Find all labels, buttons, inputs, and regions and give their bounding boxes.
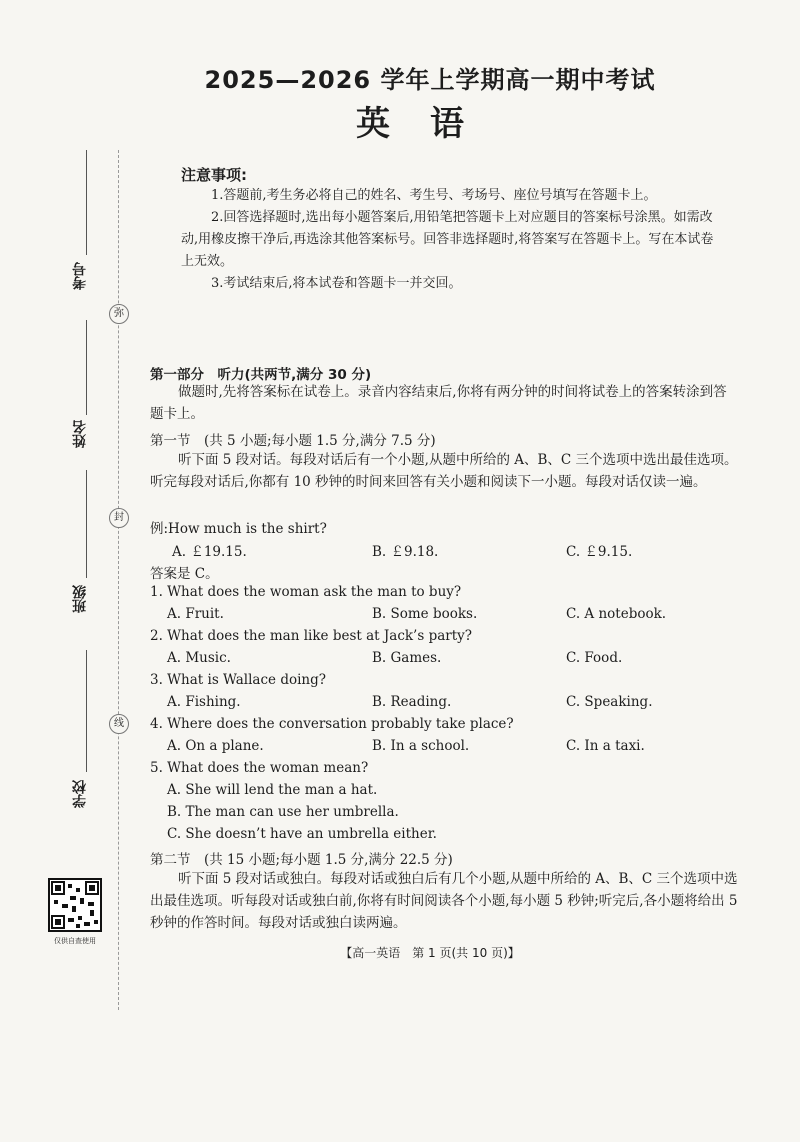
q2-option-a: A. Music. (167, 650, 231, 666)
q1-option-b: B. Some books. (372, 606, 478, 622)
q2-option-b: B. Games. (372, 650, 442, 666)
part1-intro: 做题时,先将答案标在试卷上。录音内容结束后,你将有两分钟的时间将试卷上的答案转涂到答题卡上。 (150, 384, 727, 422)
notice-item-2: 2.回答选择题时,选出每小题答案后,用铅笔把答题卡上对应题目的答案标号涂黑。如需改动,用橡皮擦干净后,再选涂其他答案标号。回答非选择题时,将答案写在答题卡上。写在本试卷上无效。 (181, 210, 714, 269)
section1-instructions: 听下面 5 段对话。每段对话后有一个小题,从题中所给的 A、B、C 三个选项中选出最佳选项。听完每段对话后,你都有 10 秒钟的时间来回答有关小题和阅读下一小题。每段对话仅读一遍。 (150, 452, 738, 490)
example-question: 例:How much is the shirt? (150, 521, 327, 537)
example-option-b: B. ￡9.18. (372, 544, 439, 560)
seal-feng: 封 (109, 508, 129, 528)
q5-option-b: B. The man can use her umbrella. (167, 804, 399, 820)
q5-option-a: A. She will lend the man a hat. (167, 782, 378, 798)
school-label: 学校 (72, 780, 88, 808)
q5-option-c: C. She doesn’t have an umbrella either. (167, 826, 437, 842)
candidate-number-label: 考号 (72, 262, 88, 290)
section2-heading: 第二节 (共 15 小题;每小题 1.5 分,满分 22.5 分) (150, 852, 453, 868)
example-answer: 答案是 C。 (150, 566, 219, 582)
school-line (86, 650, 87, 772)
class-line (86, 470, 87, 578)
name-line (86, 320, 87, 415)
name-label: 姓名 (72, 420, 88, 448)
q4-option-a: A. On a plane. (167, 738, 264, 754)
question-2: 2. What does the man like best at Jack’s party? (150, 628, 473, 644)
question-3: 3. What is Wallace doing? (150, 672, 326, 688)
candidate-number-line (86, 150, 87, 255)
notice-item-3: 3.考试结束后,将本试卷和答题卡一并交回。 (211, 276, 462, 291)
notice-item-1: 1.答题前,考生务必将自己的姓名、考生号、考场号、座位号填写在答题卡上。 (211, 188, 657, 203)
page-footer: 【高一英语 第 1 页(共 10 页)】 (340, 946, 520, 960)
question-5: 5. What does the woman mean? (150, 760, 369, 776)
example-option-a: A. ￡19.15. (172, 544, 247, 560)
q3-option-c: C. Speaking. (566, 694, 653, 710)
qr-code (48, 878, 102, 932)
question-4: 4. Where does the conversation probably take place? (150, 716, 514, 732)
seal-xian: 线 (109, 714, 129, 734)
part1-heading: 第一部分 听力(共两节,满分 30 分) (150, 367, 372, 383)
section2-instructions: 听下面 5 段对话或独白。每段对话或独白后有几个小题,从题中所给的 A、B、C 三个选项中选出最佳选项。听每段对话或独白前,你将有时间阅读各个小题,每小题 5 秒钟;听完后,各小题将给出 5 秒钟的作答时间。每段对话或独白读两遍。 (150, 871, 738, 931)
qr-caption: 仅供自查使用 (54, 937, 96, 945)
example-option-c: C. ￡9.15. (566, 544, 633, 560)
class-label: 班级 (72, 585, 88, 613)
binding-dashed-line (118, 150, 119, 1010)
subject-title: 英语 (356, 104, 504, 144)
q2-option-c: C. Food. (566, 650, 623, 666)
notice-heading: 注意事项: (181, 166, 247, 184)
q4-option-b: B. In a school. (372, 738, 470, 754)
section1-heading: 第一节 (共 5 小题;每小题 1.5 分,满分 7.5 分) (150, 433, 436, 449)
q4-option-c: C. In a taxi. (566, 738, 645, 754)
question-1: 1. What does the woman ask the man to buy? (150, 584, 462, 600)
q3-option-b: B. Reading. (372, 694, 452, 710)
seal-mi: 弥 (109, 304, 129, 324)
q1-option-c: C. A notebook. (566, 606, 667, 622)
exam-title: 2025—2026 学年上学期高一期中考试 (204, 66, 656, 94)
q1-option-a: A. Fruit. (167, 606, 224, 622)
q3-option-a: A. Fishing. (167, 694, 241, 710)
